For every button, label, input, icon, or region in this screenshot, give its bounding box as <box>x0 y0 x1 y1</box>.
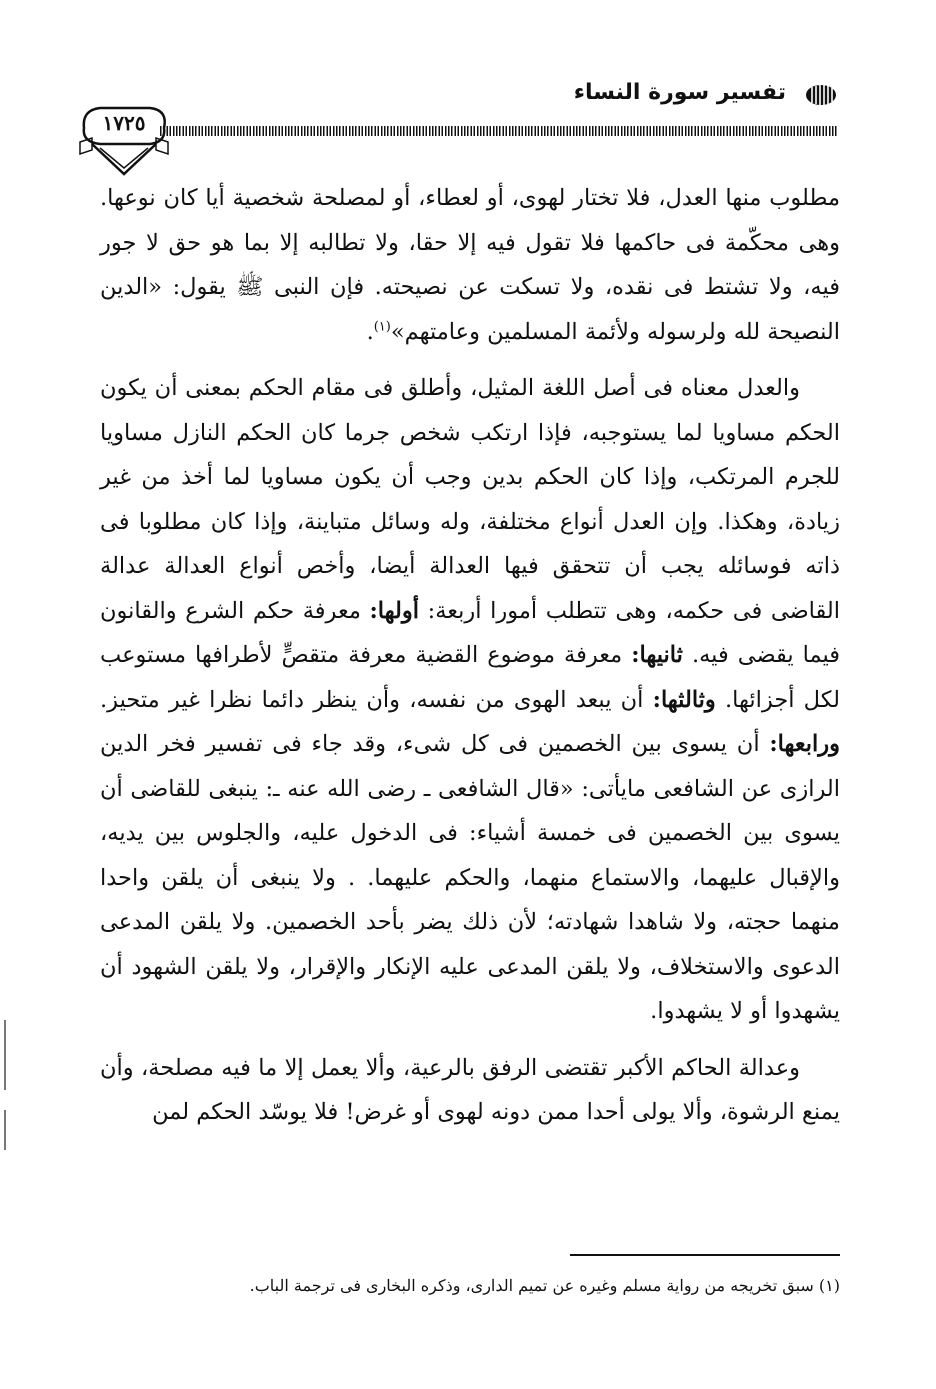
point-third: وثالثها: <box>652 686 716 713</box>
header-rule <box>160 126 838 136</box>
body-text <box>100 176 840 1135</box>
point-first: أولها: <box>369 597 419 624</box>
footnote-reference: (١) <box>373 319 391 334</box>
page-number: ١٧٢٥ <box>102 111 146 135</box>
paragraph-1: مطلوب منها العدل، فلا تختار لهوى، أو لعطاء، أو لمصلحة شخصية أيا كان نوعها. وهى محكّمة فى حاكمها فلا تقول فيه إلا حقا، ولا تطالبه إلا بما هو حق لا جور فيه، ولا تشتط فى نقده، ولا تسكت عن نصيحته. فإن النبى ﷺ يقول: «الدين النصيحة لله ولرسوله ولأئمة المسلمين وعامتهم»$^{(١)}$. <box>100 185 840 345</box>
scan-margin-mark <box>4 1110 6 1150</box>
footnote: (١) سبق تخريجه من رواية مسلم وغيره عن تميم الدارى، وذكره البخارى فى ترجمة الباب. <box>249 1276 840 1295</box>
scan-margin-mark <box>4 1020 6 1090</box>
page-number-badge <box>78 98 170 178</box>
point-second: ثانيها: <box>631 642 683 668</box>
paragraph-2: والعدل معناه فى أصل اللغة المثيل، وأطلق فى مقام الحكم بمعنى أن يكون الحكم مساويا لما يستوجبه، فإذا ارتكب شخص جرما كان الحكم النازل مساويا للجرم المرتكب، وإذا كان الحكم بدين وجب أن يكون مساويا لما أخذ من غير زيادة، وهكذا. وإن العدل أنواع مختلفة، وله وسائل متباينة، وإذا كان مطلوبا فى ذاته فوسائله يجب أن تتحقق فيها العدالة أيضا، وأخص أنواع العدالة عدالة القاضى فى حكمه، وهى تتطلب أمورا أربعة: أولها: معرفة حكم الشرع والقانون فيما يقضى فيه. ثانيها: معرفة موضوع القضية معرفة متقصٍّ لأطرافها مستوعب لكل أجزائها. وثالثها: أن يبعد الهوى من نفسه، وأن ينظر دائما نظرا غير متحيز. ورابعها: أن يسوى بين الخصمين فى كل شىء، وقد جاء فى تفسير فخر الدين الرازى عن الشافعى مايأتى: «قال الشافعى ـ رضى الله عنه ـ: ينبغى للقاضى أن يسوى بين الخصمين فى خمسة أشياء: فى الدخول عليه، والجلوس بين يديه، والإقبال عليهما، والاستماع منهما، والحكم عليهما. . ولا ينبغى أن يلقن واحدا منهما حجته، ولا شاهدا شهادته؛ لأن ذلك يضر بأحد الخصمين. ولا يلقن المدعى الدعوى والاستخلاف، ولا يلقن المدعى عليه الإنكار والإقرار، ولا يلقن الشهود أن يشهدوا أو لا يشهدوا. <box>100 375 841 1024</box>
running-header-title: تفسير سورة النساء <box>573 80 786 105</box>
header-ornament-icon <box>804 82 838 108</box>
point-fourth: ورابعها: <box>769 731 840 757</box>
footnote-rule <box>570 1254 840 1256</box>
paragraph-3: وعدالة الحاكم الأكبر تقتضى الرفق بالرعية، وألا يعمل إلا ما فيه مصلحة، وأن يمنع الرشوة، وألا يولى أحدا ممن دونه لهوى أو غرض! فلا يوسّد الحكم لمن <box>100 1054 840 1125</box>
